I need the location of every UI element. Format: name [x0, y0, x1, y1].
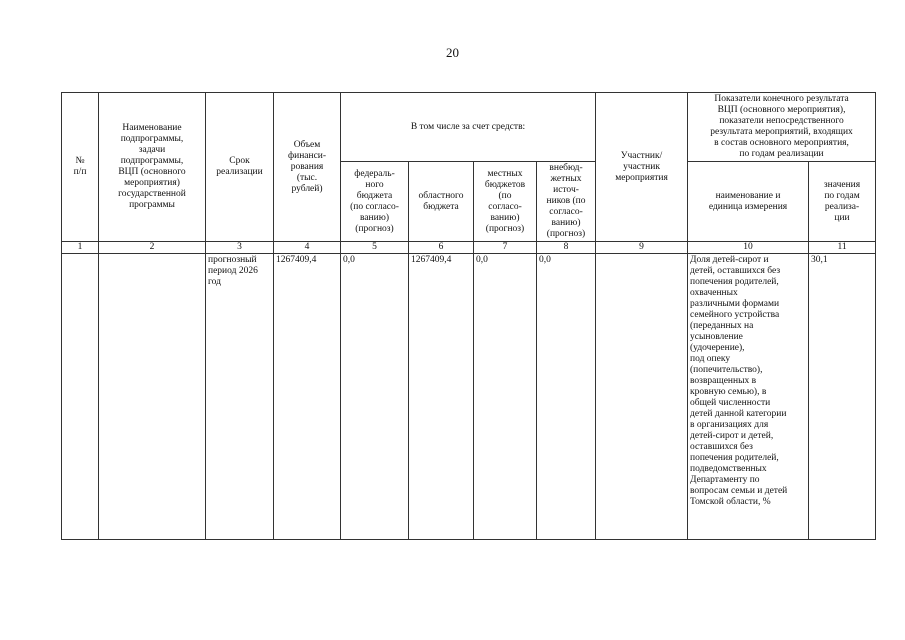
column-number: 4 [274, 242, 341, 254]
program-table [61, 92, 876, 540]
header-funding-volume: Объем финанси- рования (тыс. рублей) [274, 93, 341, 242]
cell-participant [596, 254, 688, 540]
header-local-budgets: местных бюджетов (по согласо- ванию) (прогноз) [474, 162, 537, 242]
cell-indicator-value: 30,1 [809, 254, 876, 540]
header-subprogram-name: Наименование подпрограммы, задачи подпрограммы, ВЦП (основного мероприятия) государственной программы [99, 93, 206, 242]
cell-regional-budget: 1267409,4 [409, 254, 474, 540]
header-indicators-group: Показатели конечного результата ВЦП (основного мероприятия), показатели непосредственного результата мероприятий, входящих в состав основного мероприятия, по годам реализации [688, 93, 876, 162]
cell-row-number [62, 254, 99, 540]
cell-subprogram-name [99, 254, 206, 540]
cell-local-budgets: 0,0 [474, 254, 537, 540]
header-funding-sources-group: В том числе за счет средств: [341, 93, 596, 162]
column-number: 6 [409, 242, 474, 254]
column-number: 10 [688, 242, 809, 254]
column-number: 7 [474, 242, 537, 254]
column-number: 2 [99, 242, 206, 254]
table-row [62, 254, 876, 540]
header-federal-budget: федераль- ного бюджета (по согласо- ванию) (прогноз) [341, 162, 409, 242]
header-indicator-name: наименование и единица измерения [688, 162, 809, 242]
column-number: 9 [596, 242, 688, 254]
column-number: 11 [809, 242, 876, 254]
cell-federal-budget: 0,0 [341, 254, 409, 540]
cell-extrabudgetary-sources: 0,0 [537, 254, 596, 540]
header-regional-budget: областного бюджета [409, 162, 474, 242]
column-number: 1 [62, 242, 99, 254]
header-indicator-values: значения по годам реализа- ции [809, 162, 876, 242]
header-extrabudgetary-sources: внебюд- жетных источ- ников (по согласо- ванию) (прогноз) [537, 162, 596, 242]
column-number: 3 [206, 242, 274, 254]
column-number: 8 [537, 242, 596, 254]
cell-indicator-name: Доля детей-сирот и детей, оставшихся без попечения родителей, охваченных различными формами семейного устройства (переданных на усыновление (удочерение), под опеку (попечительство), возвращенных в кровную семью), в общей численности детей данной категории в организациях для детей-сирот и детей, оставшихся без попечения родителей, подведомственных Департаменту по вопросам семьи и детей Томской области, % [688, 254, 809, 540]
header-implementation-period: Срок реализации [206, 93, 274, 242]
header-participant: Участник/ участник мероприятия [596, 93, 688, 242]
header-row-number: № п/п [62, 93, 99, 242]
cell-implementation-period: прогнозный период 2026 год [206, 254, 274, 540]
cell-funding-volume: 1267409,4 [274, 254, 341, 540]
column-number: 5 [341, 242, 409, 254]
page-number: 20 [446, 45, 459, 60]
